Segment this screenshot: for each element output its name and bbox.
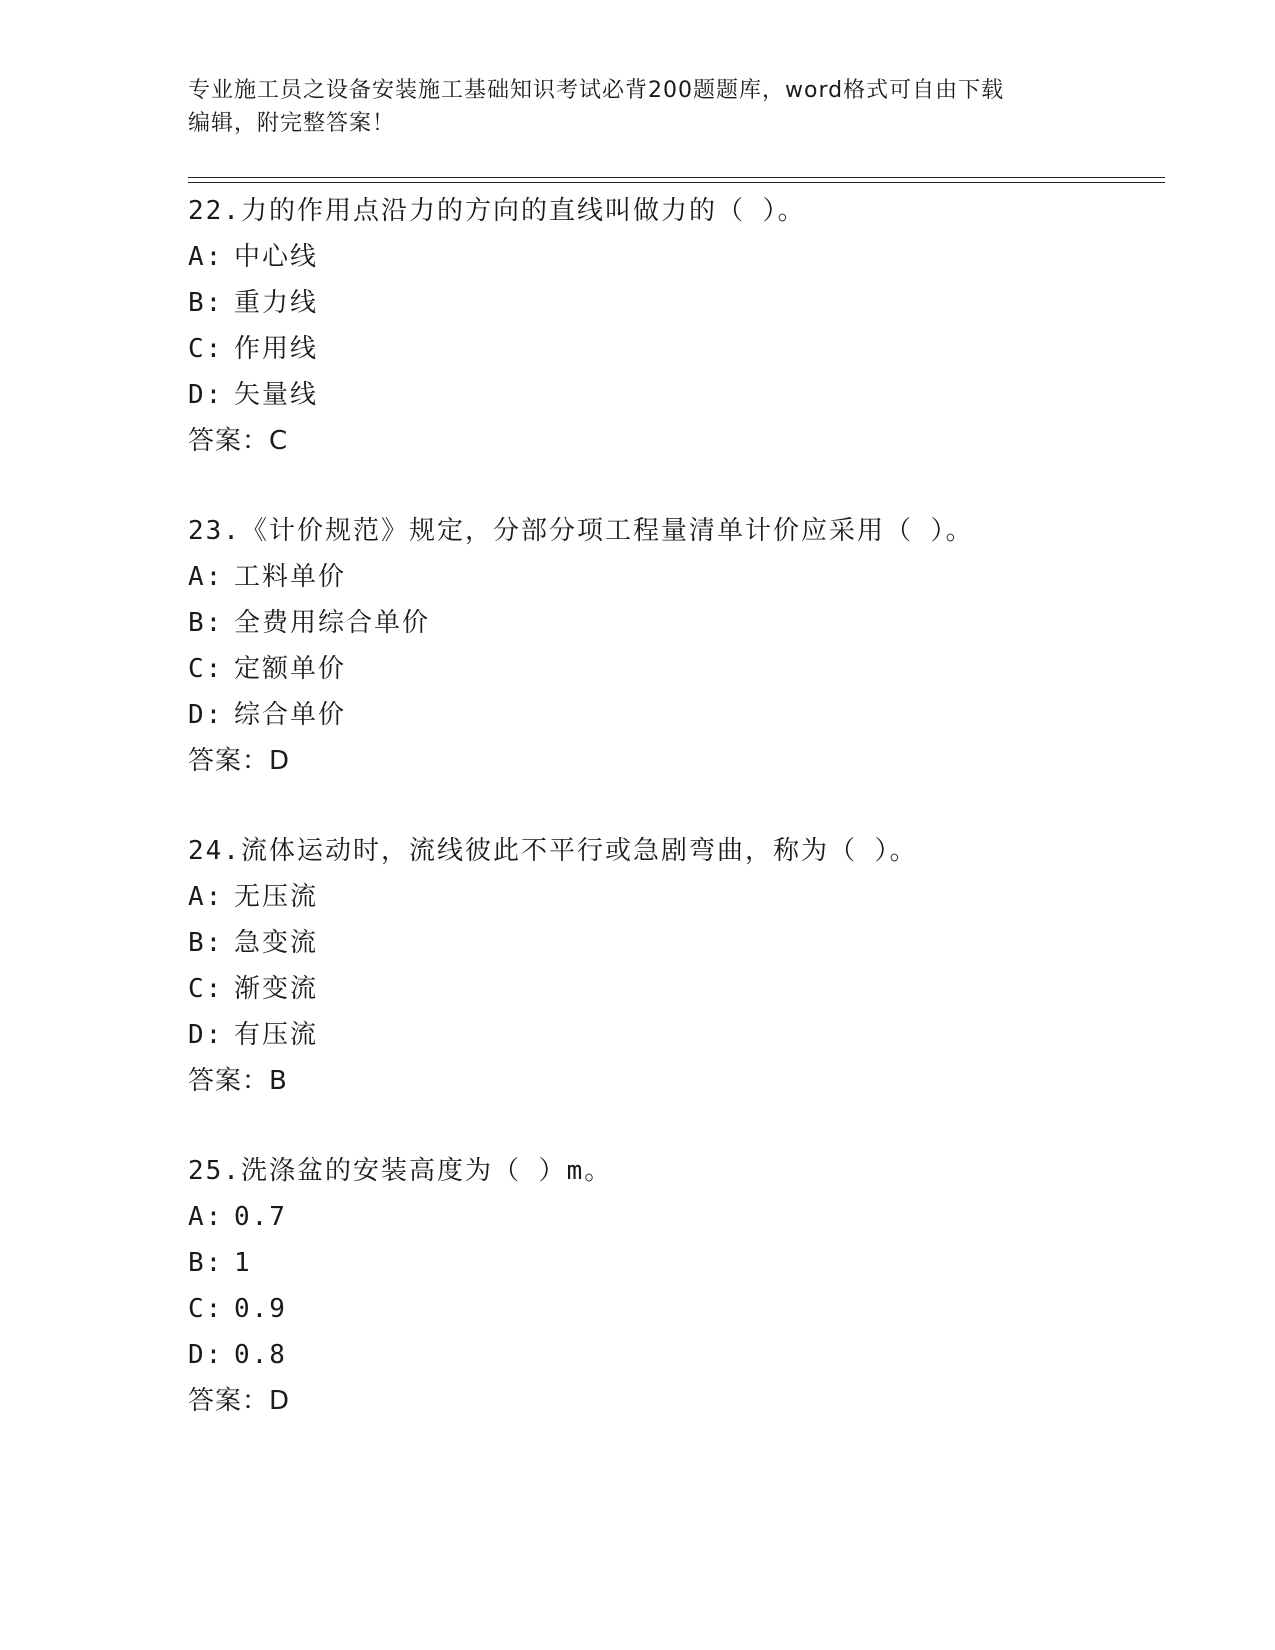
option-letter: A: (188, 242, 224, 272)
option-letter: C: (188, 974, 224, 1004)
option-text: 1 (234, 1248, 252, 1278)
option-text: 渐变流 (234, 974, 319, 1004)
option-letter: D: (188, 380, 224, 410)
answer-line: 答案：C (188, 426, 289, 456)
document-header (188, 74, 1068, 140)
option-a (188, 234, 1188, 280)
option-text: 急变流 (234, 928, 319, 958)
header-line-2: 编辑，附完整答案！ (188, 111, 396, 136)
option-letter: A: (188, 1202, 224, 1232)
option-letter: C: (188, 654, 224, 684)
header-divider-top (188, 177, 1165, 178)
option-text: 无压流 (234, 882, 319, 912)
header-line-1: 专业施工员之设备安装施工基础知识考试必背200题题库，word格式可自由下载 (188, 78, 1005, 103)
option-letter: C: (188, 1294, 224, 1324)
option-letter: D: (188, 1020, 224, 1050)
answer-line: 答案：B (188, 1066, 288, 1096)
question-25 (188, 1148, 1188, 1424)
option-text: 中心线 (234, 242, 319, 272)
question-22 (188, 188, 1188, 464)
option-text: 定额单价 (234, 654, 347, 684)
option-text: 矢量线 (234, 380, 319, 410)
question-stem: 22.力的作用点沿力的方向的直线叫做力的（ ）。 (188, 196, 806, 226)
option-b (188, 920, 1188, 966)
option-letter: C: (188, 334, 224, 364)
option-text: 工料单价 (234, 562, 347, 592)
option-text: 综合单价 (234, 700, 347, 730)
option-c (188, 966, 1188, 1012)
option-d (188, 1012, 1188, 1058)
option-a (188, 1194, 1188, 1240)
option-text: 0.9 (234, 1294, 287, 1324)
option-text: 0.7 (234, 1202, 287, 1232)
option-d (188, 1332, 1188, 1378)
option-c (188, 646, 1188, 692)
question-24 (188, 828, 1188, 1104)
option-letter: B: (188, 288, 224, 318)
option-text: 全费用综合单价 (234, 608, 431, 638)
header-divider-bottom (188, 182, 1165, 183)
option-text: 作用线 (234, 334, 319, 364)
option-text: 重力线 (234, 288, 319, 318)
option-letter: A: (188, 562, 224, 592)
option-letter: D: (188, 700, 224, 730)
option-d (188, 692, 1188, 738)
option-b (188, 280, 1188, 326)
option-c (188, 1286, 1188, 1332)
option-letter: A: (188, 882, 224, 912)
answer-line: 答案：D (188, 746, 291, 776)
option-letter: D: (188, 1340, 224, 1370)
option-text: 0.8 (234, 1340, 287, 1370)
option-a (188, 874, 1188, 920)
option-b (188, 1240, 1188, 1286)
option-letter: B: (188, 1248, 224, 1278)
question-23 (188, 508, 1188, 784)
option-a (188, 554, 1188, 600)
answer-line: 答案：D (188, 1386, 291, 1416)
option-c (188, 326, 1188, 372)
question-stem: 23.《计价规范》规定，分部分项工程量清单计价应采用（ ）。 (188, 516, 974, 546)
question-stem: 24.流体运动时，流线彼此不平行或急剧弯曲，称为（ ）。 (188, 836, 918, 866)
option-b (188, 600, 1188, 646)
option-d (188, 372, 1188, 418)
option-text: 有压流 (234, 1020, 319, 1050)
option-letter: B: (188, 928, 224, 958)
option-letter: B: (188, 608, 224, 638)
question-stem: 25.洗涤盆的安装高度为（ ）m。 (188, 1156, 613, 1186)
